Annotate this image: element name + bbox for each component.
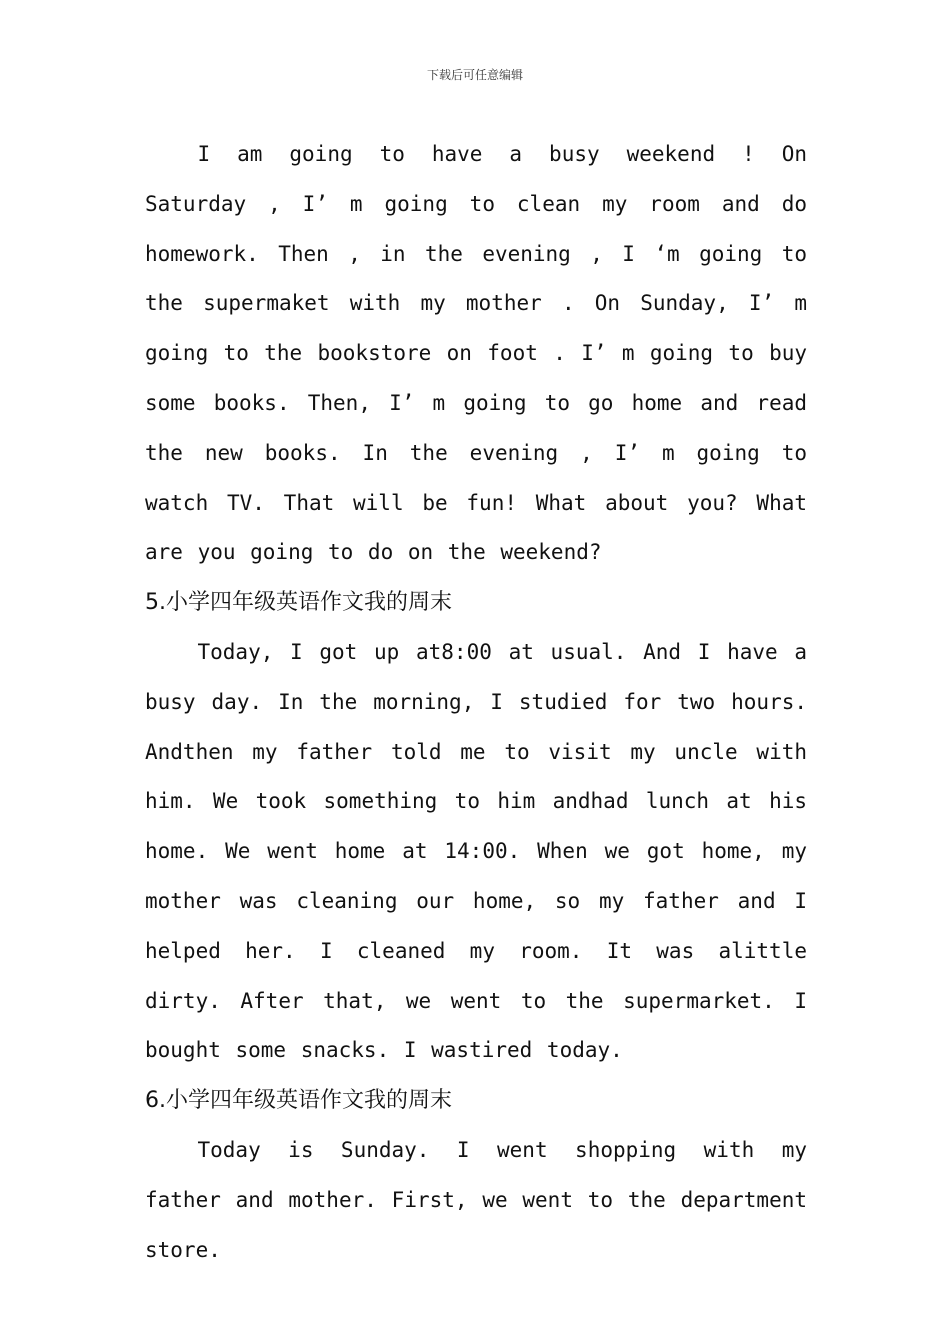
section-heading-5: 5.小学四年级英语作文我的周末: [145, 590, 452, 616]
essay-paragraph-shopping: Today is Sunday. I went shopping with my father and mother. First, we went to the department store.: [145, 1137, 807, 1262]
section-heading-6: 6.小学四年级英语作文我的周末: [145, 1088, 452, 1114]
essay-paragraph-weekend-plan: I am going to have a busy weekend ! On Saturday , I’ m going to clean my room and do homework. Then , in the evening , I ‘m going to the supermaket with my mother . On Sunday, I’ m going to the bookstore on foot . I’ m going to buy some books. Then, I’ m going to go home and read the new books. In the evening , I’ m going to watch TV. That will be fun! What about you? What are you going to do on the weekend?: [145, 142, 807, 565]
essay-paragraph-busy-day: Today, I got up at8:00 at usual. And I have a busy day. In the morning, I studied for two hours. Andthen my father told me to visit my uncle with him. We took something to him andhad lunch at his home. We went home at 14:00. When we got home, my mother was cleaning our home, so my father and I helped her. I cleaned my room. It was alittle dirty. After that, we went to the supermarket. I bought some snacks. I wastired today.: [145, 639, 807, 1063]
document-body: [145, 130, 807, 1275]
header-note: 下载后可任意编辑: [426, 68, 523, 82]
